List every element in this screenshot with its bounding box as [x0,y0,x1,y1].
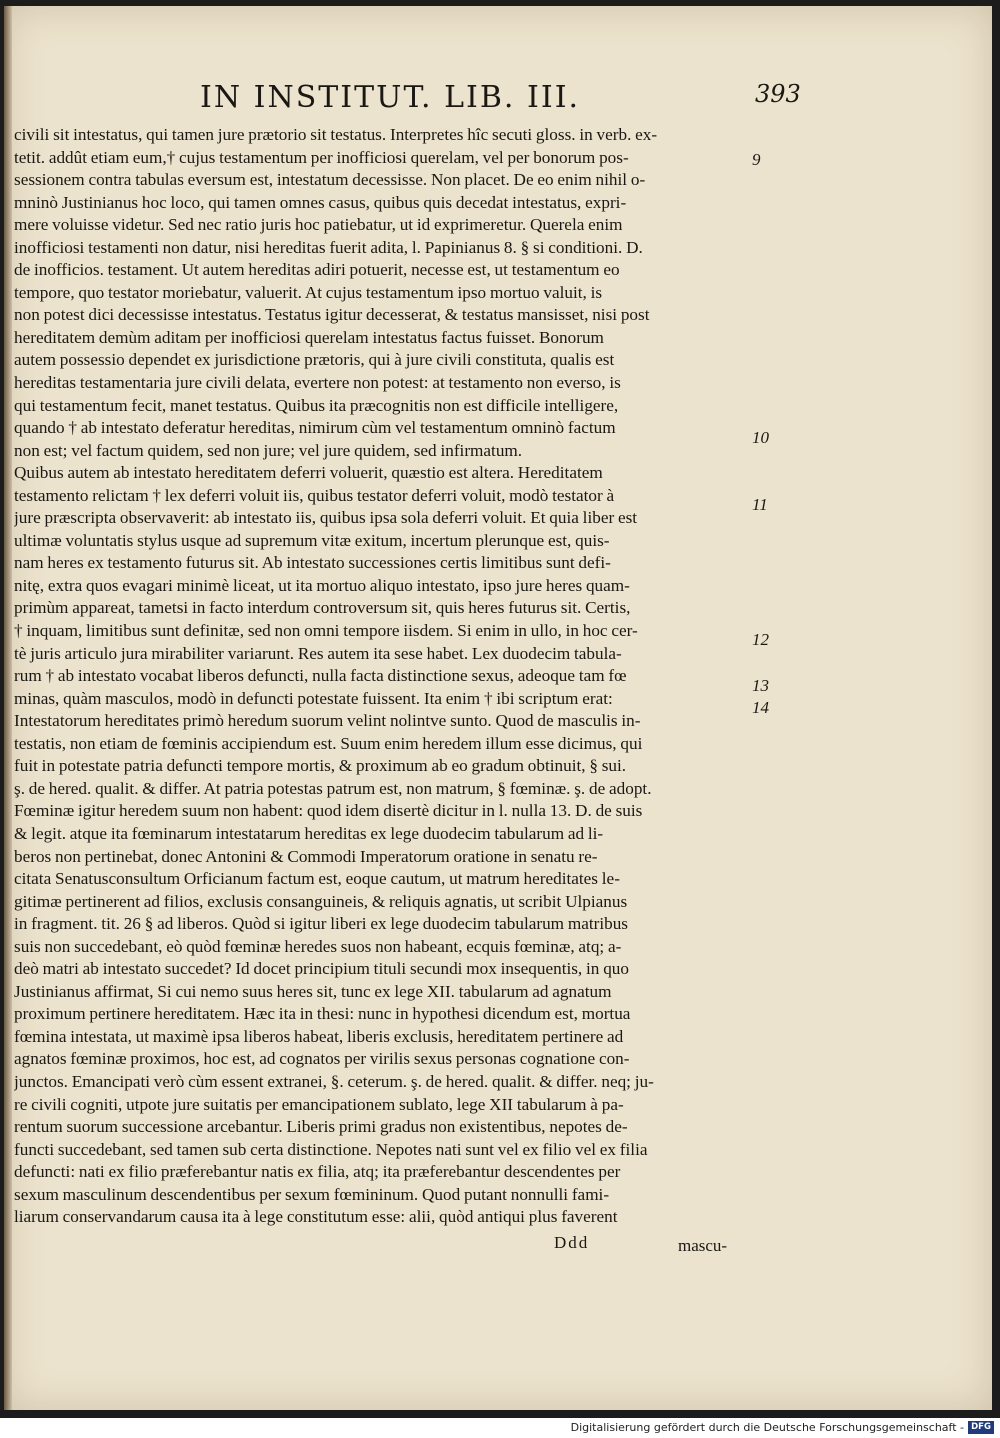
margin-note-11: 11 [752,495,768,514]
text-line: sessionem contra tabulas eversum est, intestatum decessisse. Non placet. De eo enim nihil o- [14,170,646,190]
text-line: re civili cogniti, utpote jure suitatis per emancipationem sublato, lege XII tabularum à pa- [14,1094,624,1114]
footer-bar [0,1418,1000,1438]
margin-note-14: 14 [752,698,769,717]
text-line: non est; vel factum quidem, sed non jure; vel jure quidem, sed infirmatum. [14,440,523,460]
catchword: mascu- [678,1236,728,1255]
text-line: fœmina intestata, ut maximè ipsa liberos habeat, liberis exclusis, hereditatem pertinere ad [14,1026,624,1046]
text-line: inofficiosi testamenti non datur, nisi hereditas fuerit adita, l. Papinianus 8. § si conditioni. D. [14,237,643,257]
text-line: proximum pertinere hereditatem. Hæc ita in thesi: nunc in hypothesi dicendum est, mortua [14,1004,631,1024]
signature-mark: Ddd [554,1233,590,1252]
body-text [14,124,766,1229]
margin-note-13: 13 [752,676,769,695]
text-line: gitimæ pertinerent ad filios, exclusis consanguineis, & reliquis agnatis, ut scribit Ulpianus [14,891,628,911]
text-line: liarum conservandarum causa ita à lege constitutum esse: alii, quòd antiqui plus faverent [14,1207,618,1227]
text-line: Quibus autem ab intestato hereditatem deferri voluerit, quæstio est altera. Hereditatem [14,463,603,483]
margin-note-10: 10 [752,428,769,447]
text-line: beros non pertinebat, donec Antonini & Commodi Imperatorum oratione in senatu re- [14,846,598,866]
text-line: tetit. addût etiam eum,† cujus testamentum per inofficiosi querelam, vel per bonorum pos- [14,147,629,167]
text-line: minas, quàm masculos, modò in defuncti potestate fuissent. Ita enim † ibi scriptum erat: [14,688,613,708]
text-line: sexum masculinum descendentibus per sexum fœmininum. Quod putant nonnulli fami- [14,1184,610,1204]
funding-credit: Digitalisierung gefördert durch die Deutsche Forschungsgemeinschaft - [570,1421,964,1434]
text-line: nitę, extra quos evagari minimè liceat, ut ita mortuo aliquo intestato, ipso jure heres quam- [14,575,630,595]
text-line: hereditatem demùm aditam per inofficiosi querelam intestatus factus fuisset. Bonorum [14,327,604,347]
text-line: † inquam, limitibus sunt definitæ, sed non omni tempore iisdem. Si enim in ullo, in hoc cer- [14,621,638,641]
text-line: de inofficios. testament. Ut autem hereditas adiri potuerit, necesse est, ut testamentum eo [14,260,620,280]
running-header: IN INSTITUT. LIB. III. [200,80,581,115]
text-line: non potest dici decessisse intestatus. Testatus igitur decesserat, & testatus mansisset, nisi post [14,305,650,325]
margin-note-12: 12 [752,630,769,649]
text-line: testamento relictam † lex deferri voluit iis, quibus testator deferri voluit, modò testator à [14,485,615,505]
text-line: qui testamentum fecit, manet testatus. Quibus ita præcognitis non est difficile intelligere, [14,395,619,415]
text-line: civili sit intestatus, qui tamen jure prætorio sit testatus. Interpretes hîc secuti gloss. in verb. ex- [14,125,658,144]
page-number: 393 [755,80,801,108]
text-line: junctos. Emancipati verò cùm essent extranei, §. ceterum. ş. de hered. qualit. & differ. neq; ju- [14,1071,654,1091]
text-line: tè juris articulo jura mirabiliter variarunt. Res autem ita sese habet. Lex duodecim tabula- [14,643,622,663]
text-line: nam heres ex testamento futurus sit. Ab intestato successiones certis limitibus sunt defi- [14,553,611,573]
page-binding-edge [4,6,12,1410]
text-line: autem possessio dependet ex jurisdictione prætoris, qui à jure civili constituta, qualis est [14,350,615,370]
text-line: defuncti: nati ex filio præferebantur natis ex filia, atq; ita præferebantur descendentes per [14,1162,621,1182]
text-line: deò matri ab intestato succedet? Id docet principium tituli secundi mox insequentis, in quo [14,959,629,979]
text-line: rentum suorum successione arcebantur. Liberis primi gradus non existentibus, nepotes de- [14,1117,628,1137]
text-line: citata Senatusconsultum Orficianum factum est, eoque cautum, ut matrum hereditates le- [14,869,620,889]
text-line: in fragment. tit. 26 § ad liberos. Quòd si igitur liberi ex lege duodecim tabularum matribus [14,914,628,934]
margin-note-9: 9 [752,150,761,169]
text-line: mere voluisse videtur. Sed nec ratio juris hoc patiebatur, ut id exprimeretur. Querela enim [14,215,623,235]
text-line: functi succedebant, sed tamen sub certa distinctione. Nepotes nati sunt vel ex filio vel ex filia [14,1139,648,1159]
text-line: suis non succedebant, eò quòd fœminæ heredes suos non habeant, ecquis fœminæ, atq; a- [14,936,622,956]
text-line: fuit in potestate patria defuncti tempore mortis, & proximum ab eo gradum obtinuit, § sui. [14,756,627,776]
text-line: jure præscripta observaverit: ab intestato iis, quibus ipsa sola deferri voluit. Et quia liber est [14,508,638,528]
text-line: mninò Justinianus hoc loco, qui tamen omnes casus, quibus quis decedat intestatus, expri- [14,192,627,212]
text-line: testatis, non etiam de fœminis accipiendum est. Suum enim heredem illum esse dicimus, qui [14,733,643,753]
text-line: rum † ab intestato vocabat liberos defuncti, nulla facta distinctione sexus, adeoque tam fœ [14,666,627,686]
text-line: Fœminæ igitur heredem suum non habent: quod idem disertè dicitur in l. nulla 13. D. de suis [14,801,643,821]
text-line: quando † ab intestato deferatur hereditas, nimirum cùm vel testamentum omninò factum [14,418,616,438]
text-line: primùm appareat, tametsi in facto interdum controversum sit, quis heres futurus sit. Certis, [14,598,631,618]
text-line: ş. de hered. qualit. & differ. At patria potestas patrum est, non matrum, § fœminæ. ş. de adopt. [14,778,652,798]
text-line: & legit. atque ita fœminarum intestatarum hereditas ex lege duodecim tabularum ad li- [14,823,604,843]
text-line: Intestatorum hereditates primò heredum suorum velint nolintve sunto. Quod de masculis in- [14,711,641,731]
text-line: agnatos fœminæ proximos, hoc est, ad cognatos per virilis sexus personas cognatione con- [14,1049,630,1069]
text-line: hereditas testamentaria jure civili delata, evertere non potest: at testamento non everso, is [14,373,621,393]
dfg-logo-icon: DFG [968,1421,994,1434]
text-line: ultimæ voluntatis stylus usque ad supremum vitæ exitum, incertum plerunque est, quis- [14,530,610,550]
text-line: tempore, quo testator moriebatur, valuerit. At cujus testamentum ipso mortuo valuit, is [14,282,603,302]
text-line: Justinianus affirmat, Si cui nemo suus heres sit, tunc ex lege XII. tabularum ad agnatum [14,981,612,1001]
